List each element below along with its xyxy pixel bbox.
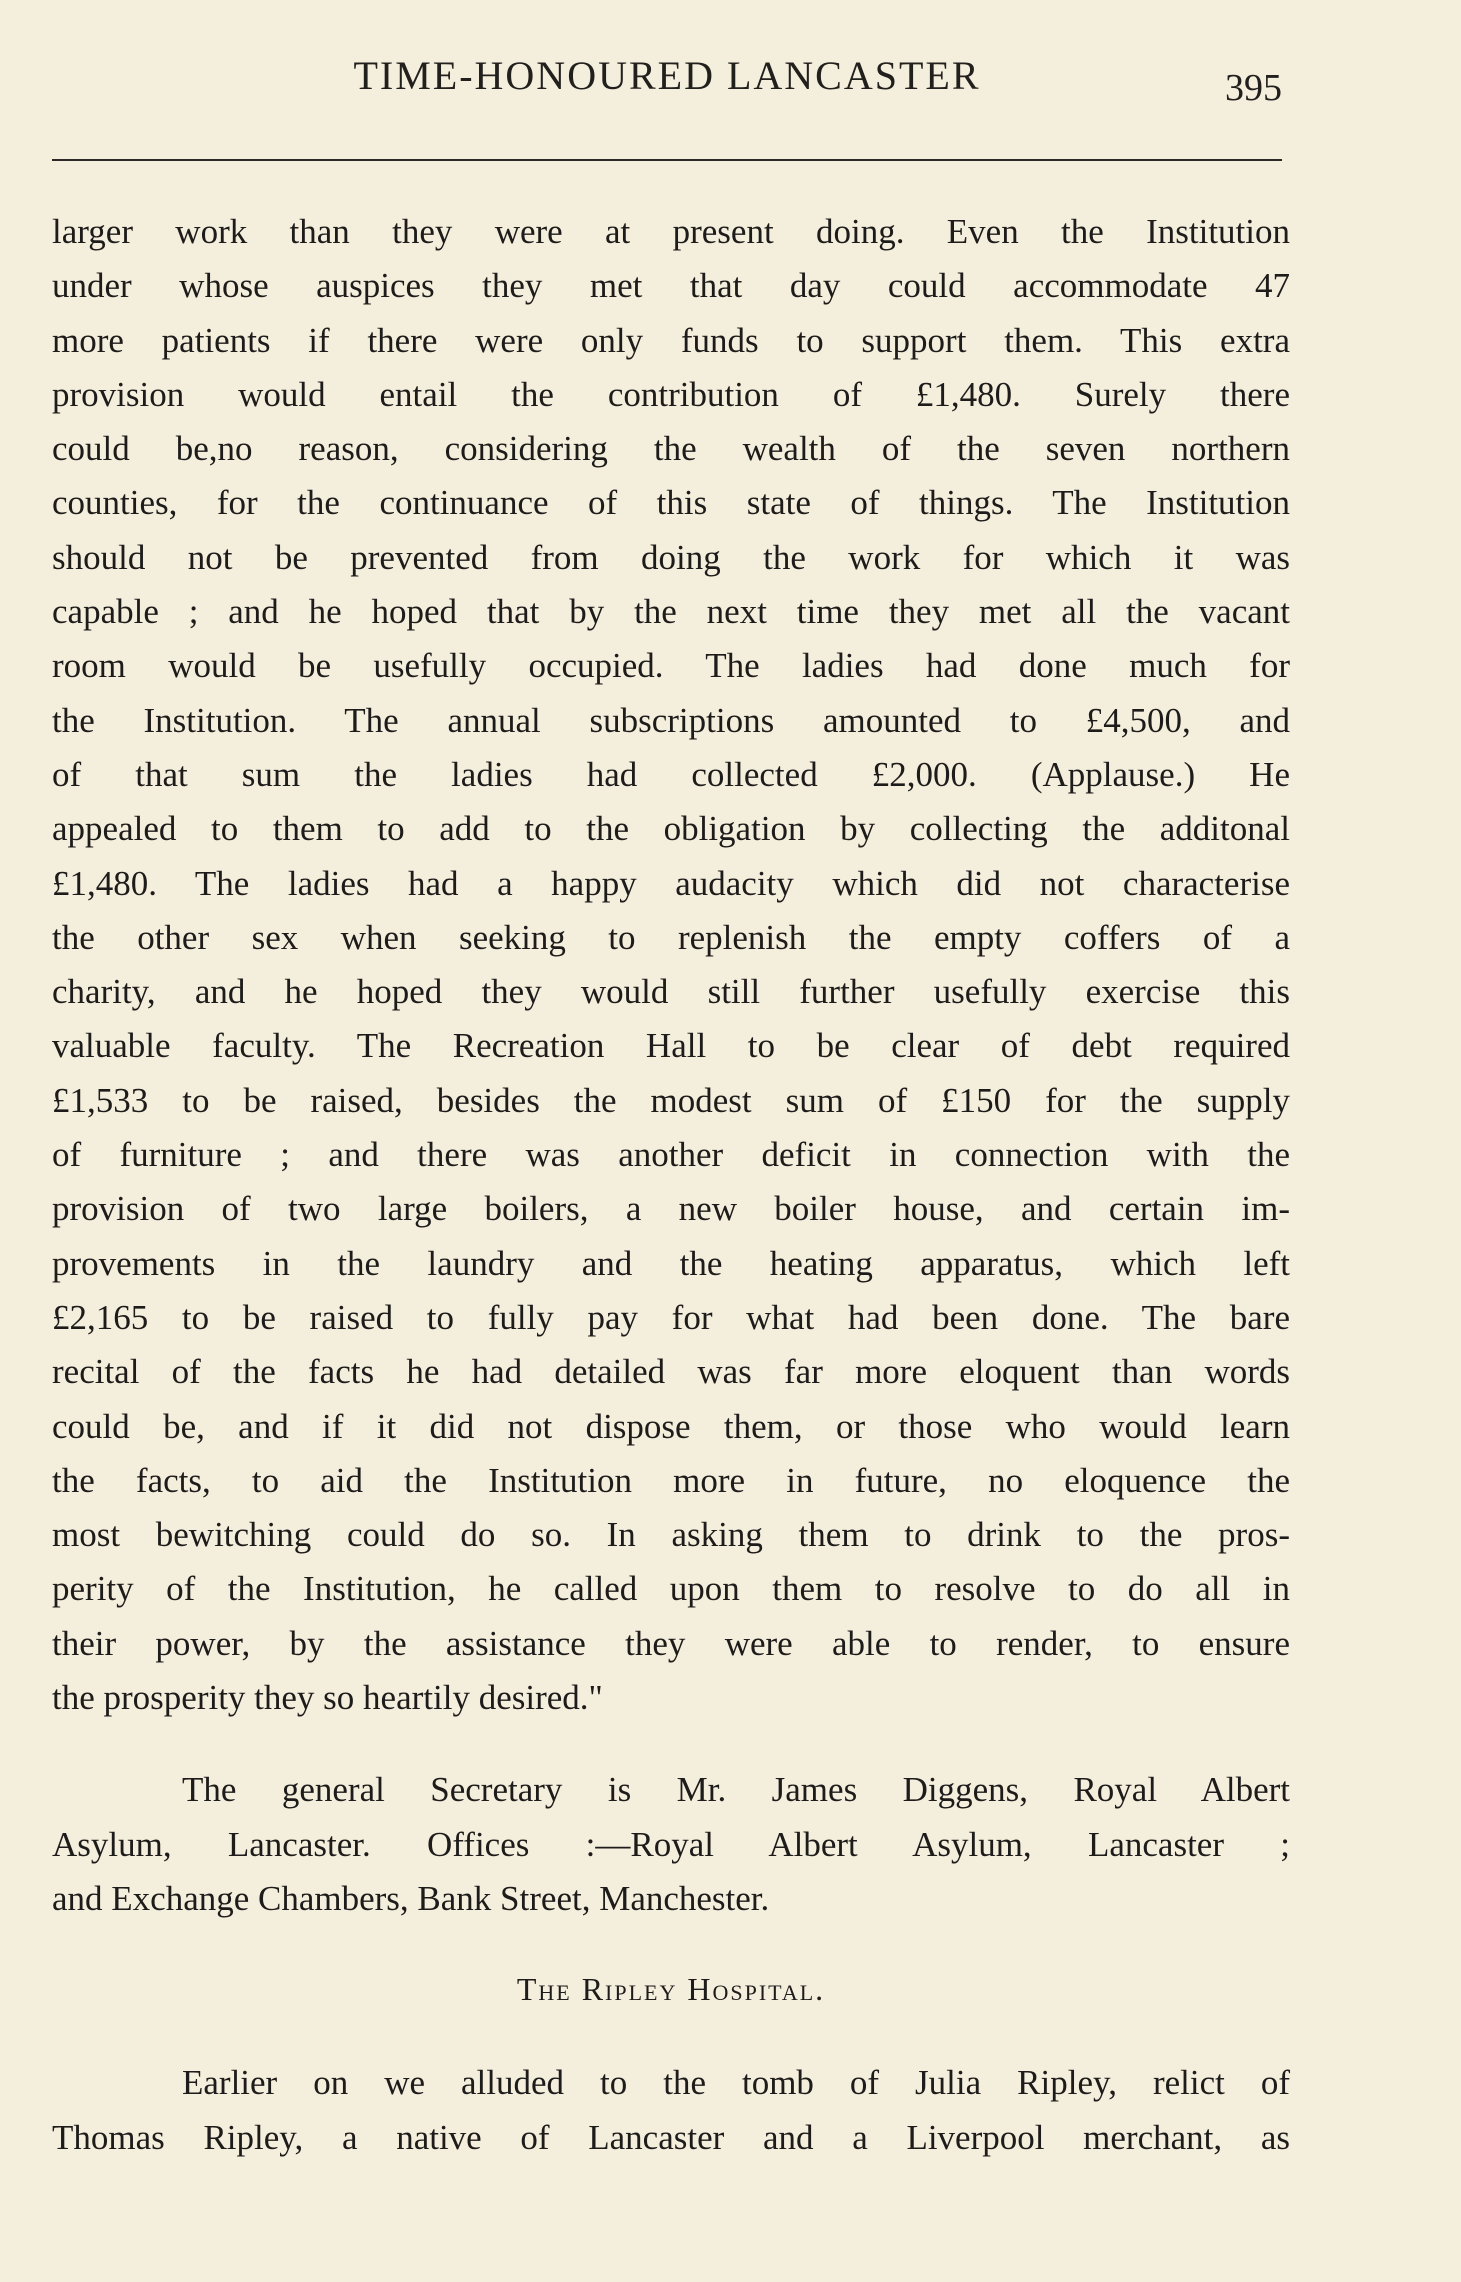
text-line: of furniture ; and there was another deficit in connection with the xyxy=(52,1135,1290,1175)
text-line: provision would entail the contribution of £1,480. Surely there xyxy=(52,374,1290,414)
paragraph-ripley xyxy=(52,2056,1290,2165)
text-line: counties, for the continuance of this state of things. The Institution xyxy=(52,483,1290,523)
text-line: could be,no reason, considering the wealth of the seven northern xyxy=(52,429,1290,469)
text-line: should not be prevented from doing the work for which it was xyxy=(52,537,1290,577)
text-line: could be, and if it did not dispose them, or those who would learn xyxy=(52,1406,1290,1446)
body-text xyxy=(52,205,1290,2165)
text-line: provements in the laundry and the heating apparatus, which left xyxy=(52,1243,1290,1283)
heading-gap xyxy=(52,2016,1290,2056)
paragraph-gap xyxy=(52,1725,1290,1763)
text-line: provision of two large boilers, a new boiler house, and certain im- xyxy=(52,1189,1290,1229)
text-line: £1,480. The ladies had a happy audacity which did not characterise xyxy=(52,863,1290,903)
running-title: TIME-HONOURED LANCASTER xyxy=(353,53,981,98)
text-line: room would be usefully occupied. The ladies had done much for xyxy=(52,646,1290,686)
text-line: the other sex when seeking to replenish the empty coffers of a xyxy=(52,917,1290,957)
section-heading: The Ripley Hospital. xyxy=(516,1971,826,2008)
text-line: under whose auspices they met that day could accommodate 47 xyxy=(52,266,1290,306)
text-line: the Institution. The annual subscriptions amounted to £4,500, and xyxy=(52,700,1290,740)
text-line: their power, by the assistance they were able to render, to ensure xyxy=(52,1623,1290,1663)
page-number: 395 xyxy=(1225,67,1282,109)
text-line: Thomas Ripley, a native of Lancaster and a Liverpool merchant, as xyxy=(52,2117,1290,2157)
text-line: perity of the Institution, he called upon them to resolve to do all in xyxy=(52,1569,1290,1609)
heading-gap xyxy=(52,1926,1290,1962)
text-line: more patients if there were only funds to support them. This extra xyxy=(52,320,1290,360)
paragraph-secretary xyxy=(52,1763,1290,1926)
text-line: valuable faculty. The Recreation Hall to be clear of debt required xyxy=(52,1026,1290,1066)
text-line: and Exchange Chambers, Bank Street, Manchester. xyxy=(52,1878,770,1918)
running-head xyxy=(52,52,1282,112)
text-line: charity, and he hoped they would still further usefully exercise this xyxy=(52,972,1290,1012)
text-line: the facts, to aid the Institution more in future, no eloquence the xyxy=(52,1460,1290,1500)
text-line: of that sum the ladies had collected £2,000. (Applause.) He xyxy=(52,754,1290,794)
text-line: larger work than they were at present doing. Even the Institution xyxy=(52,212,1290,251)
text-line: Earlier on we alluded to the tomb of Julia Ripley, relict of xyxy=(182,2063,1290,2103)
text-line: most bewitching could do so. In asking them to drink to the pros- xyxy=(52,1515,1290,1555)
paragraph-speech-continuation xyxy=(52,205,1290,1725)
text-line: The general Secretary is Mr. James Diggens, Royal Albert xyxy=(182,1770,1290,1810)
text-line: £1,533 to be raised, besides the modest sum of £150 for the supply xyxy=(52,1080,1290,1120)
text-line: the prosperity they so heartily desired." xyxy=(52,1678,603,1718)
text-line: recital of the facts he had detailed was far more eloquent than words xyxy=(52,1352,1290,1392)
text-line: capable ; and he hoped that by the next time they met all the vacant xyxy=(52,592,1290,632)
text-line: appealed to them to add to the obligation by collecting the additonal xyxy=(52,809,1290,849)
header-rule xyxy=(52,159,1282,161)
text-line: Asylum, Lancaster. Offices :—Royal Albert Asylum, Lancaster ; xyxy=(52,1824,1290,1864)
text-line: £2,165 to be raised to fully pay for what had been done. The bare xyxy=(52,1297,1290,1337)
